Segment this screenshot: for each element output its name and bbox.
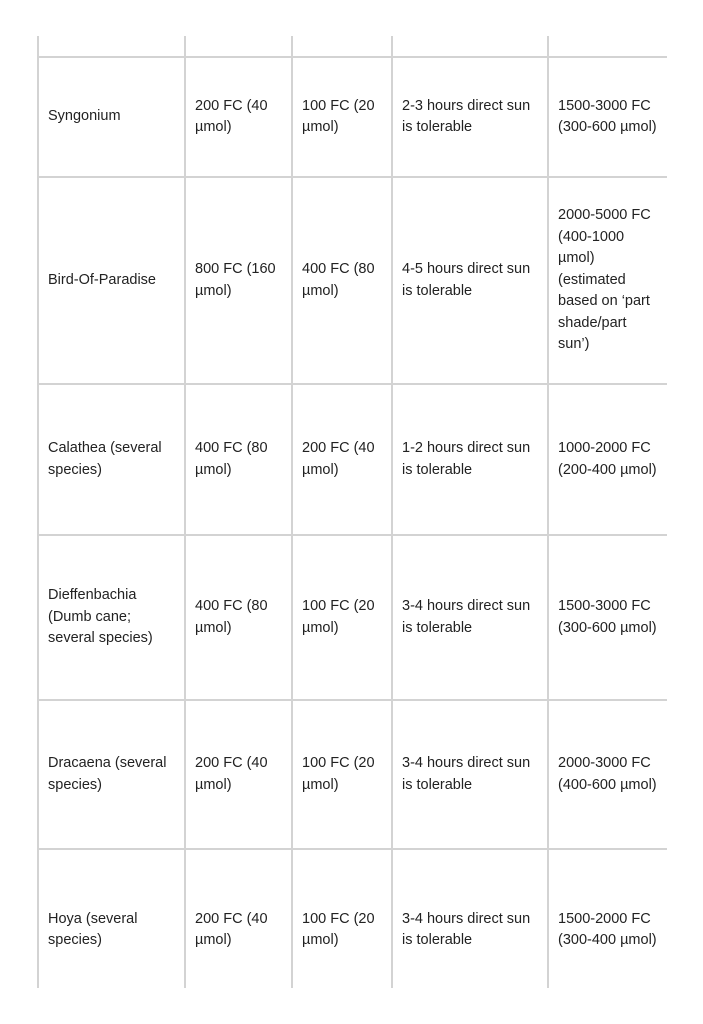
ideal-light-cell: 1500-2000 FC (300-400 µmol) <box>548 849 667 988</box>
plant-name-cell: Dieffenbachia (Dumb cane; several species) <box>38 535 185 700</box>
table-row <box>38 849 667 988</box>
table-row <box>38 57 667 177</box>
ideal-light-cell: 1500-3000 FC (300-600 µmol) <box>548 57 667 177</box>
plant-name-cell: Calathea (several species) <box>38 384 185 535</box>
direct-sun-cell: 2-3 hours direct sun is tolerable <box>392 57 548 177</box>
table-cell-empty <box>392 36 548 57</box>
ideal-light-cell: 2000-3000 FC (400-600 µmol) <box>548 700 667 849</box>
min-light-cell: 800 FC (160 µmol) <box>185 177 292 384</box>
table-cell-empty <box>185 36 292 57</box>
plant-name-cell: Dracaena (several species) <box>38 700 185 849</box>
low-light-cell: 100 FC (20 µmol) <box>292 57 392 177</box>
ideal-light-cell: 1500-3000 FC (300-600 µmol) <box>548 535 667 700</box>
direct-sun-cell: 3-4 hours direct sun is tolerable <box>392 700 548 849</box>
direct-sun-cell: 3-4 hours direct sun is tolerable <box>392 535 548 700</box>
min-light-cell: 200 FC (40 µmol) <box>185 700 292 849</box>
table-row <box>38 535 667 700</box>
table-cell-empty <box>548 36 667 57</box>
ideal-light-cell: 2000-5000 FC (400-1000 µmol) (estimated based on ‘part shade/part sun’) <box>548 177 667 384</box>
table-row <box>38 384 667 535</box>
table-row-partial <box>38 36 667 57</box>
table-cell-empty <box>292 36 392 57</box>
plant-light-table <box>37 36 667 988</box>
direct-sun-cell: 4-5 hours direct sun is tolerable <box>392 177 548 384</box>
min-light-cell: 200 FC (40 µmol) <box>185 849 292 988</box>
table-cell-empty <box>38 36 185 57</box>
direct-sun-cell: 3-4 hours direct sun is tolerable <box>392 849 548 988</box>
min-light-cell: 400 FC (80 µmol) <box>185 535 292 700</box>
plant-light-table-container <box>37 36 667 988</box>
low-light-cell: 100 FC (20 µmol) <box>292 535 392 700</box>
low-light-cell: 100 FC (20 µmol) <box>292 849 392 988</box>
plant-name-cell: Hoya (several species) <box>38 849 185 988</box>
ideal-light-cell: 1000-2000 FC (200-400 µmol) <box>548 384 667 535</box>
low-light-cell: 200 FC (40 µmol) <box>292 384 392 535</box>
plant-name-cell: Bird-Of-Paradise <box>38 177 185 384</box>
min-light-cell: 200 FC (40 µmol) <box>185 57 292 177</box>
direct-sun-cell: 1-2 hours direct sun is tolerable <box>392 384 548 535</box>
min-light-cell: 400 FC (80 µmol) <box>185 384 292 535</box>
plant-name-cell: Syngonium <box>38 57 185 177</box>
low-light-cell: 400 FC (80 µmol) <box>292 177 392 384</box>
table-row <box>38 700 667 849</box>
table-row <box>38 177 667 384</box>
low-light-cell: 100 FC (20 µmol) <box>292 700 392 849</box>
